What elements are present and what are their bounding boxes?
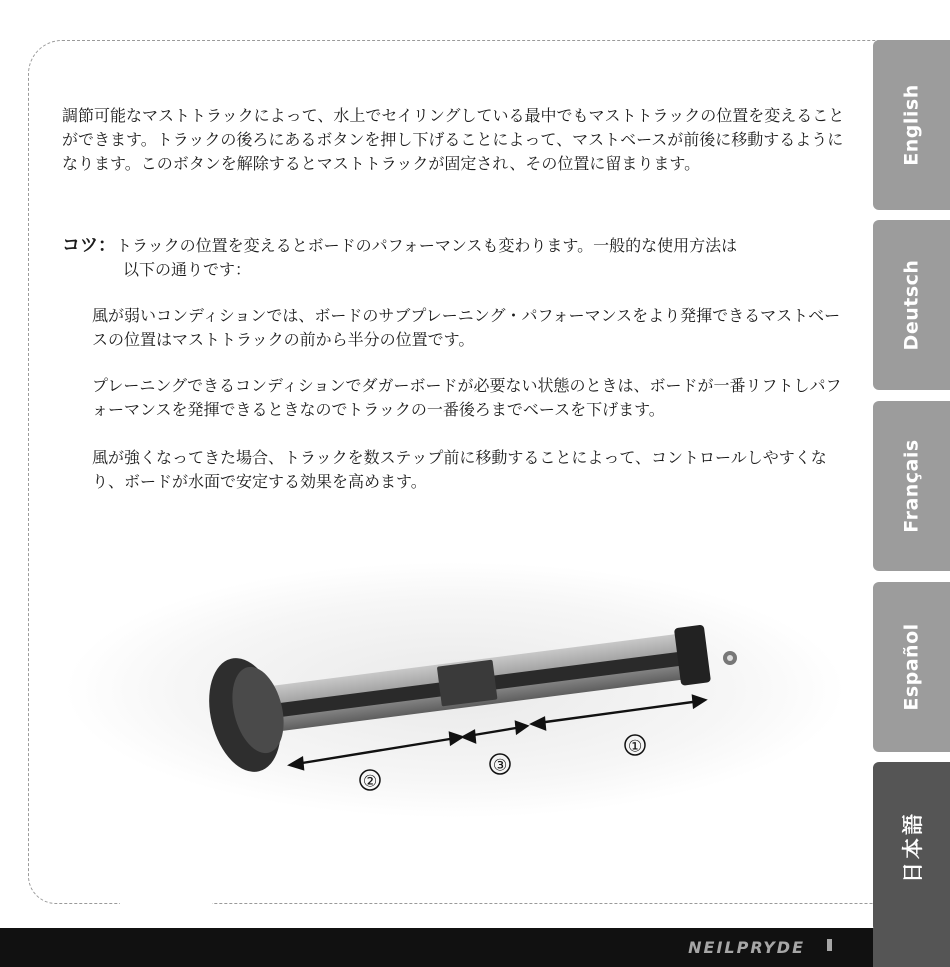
paragraph-light-wind: 風が弱いコンディションでは、ボードのサブプレーニング・パフォーマンスをより発揮できるマストベースの位置はマストトラックの前から半分の位置です。: [92, 306, 841, 349]
tab-espanol-label: Español: [900, 623, 923, 711]
footer-bar: [0, 928, 950, 967]
tab-francais-label: Français: [900, 439, 923, 533]
tab-english-label: English: [900, 84, 923, 166]
tab-english[interactable]: [873, 40, 950, 210]
label-1: ①: [627, 736, 643, 756]
mast-track-photo: [60, 560, 850, 840]
intro-paragraph: 調節可能なマストトラックによって、水上でセイリングしている最中でもマストトラックの位置を変えることができます。トラックの後ろにあるボタンを押し下げることによって、マストベースが前後に移動するようになります。このボタンを解除するとマストトラックが固定され、その位置に留まります。: [62, 106, 845, 173]
tab-japanese-label: 日本語: [900, 811, 925, 883]
tip-line-1: トラックの位置を変えるとボードのパフォーマンスも変わります。一般的な使用方法は: [116, 236, 738, 255]
tab-espanol[interactable]: [873, 582, 950, 752]
label-3: ③: [492, 755, 508, 775]
tip-line-2: 以下の通りです：: [123, 260, 252, 279]
tab-japanese[interactable]: [873, 762, 950, 932]
frame-gap: [120, 896, 212, 910]
paragraph-planing: プレーニングできるコンディションでダガーボードが必要ない状態のときは、ボードが一番リフトしパフォーマンスを発揮できるときなのでトラックの一番後ろまでベースを下げます。: [92, 376, 842, 419]
paragraph-strong-wind: 風が強くなってきた場合、トラックを数ステップ前に移動することによって、コントロールしやすくなり、ボードが水面で安定する効果を高めます。: [92, 448, 827, 491]
page-marker: [827, 939, 832, 951]
footer-tab-extension: [873, 928, 950, 967]
tab-deutsch-label: Deutsch: [900, 259, 923, 351]
tab-deutsch[interactable]: [873, 220, 950, 390]
brand-logo: NEILPRYDE: [688, 938, 805, 957]
tip-block: [62, 234, 852, 282]
tip-label: コツ：: [62, 235, 116, 256]
label-2: ②: [362, 771, 378, 791]
tab-francais[interactable]: [873, 401, 950, 571]
